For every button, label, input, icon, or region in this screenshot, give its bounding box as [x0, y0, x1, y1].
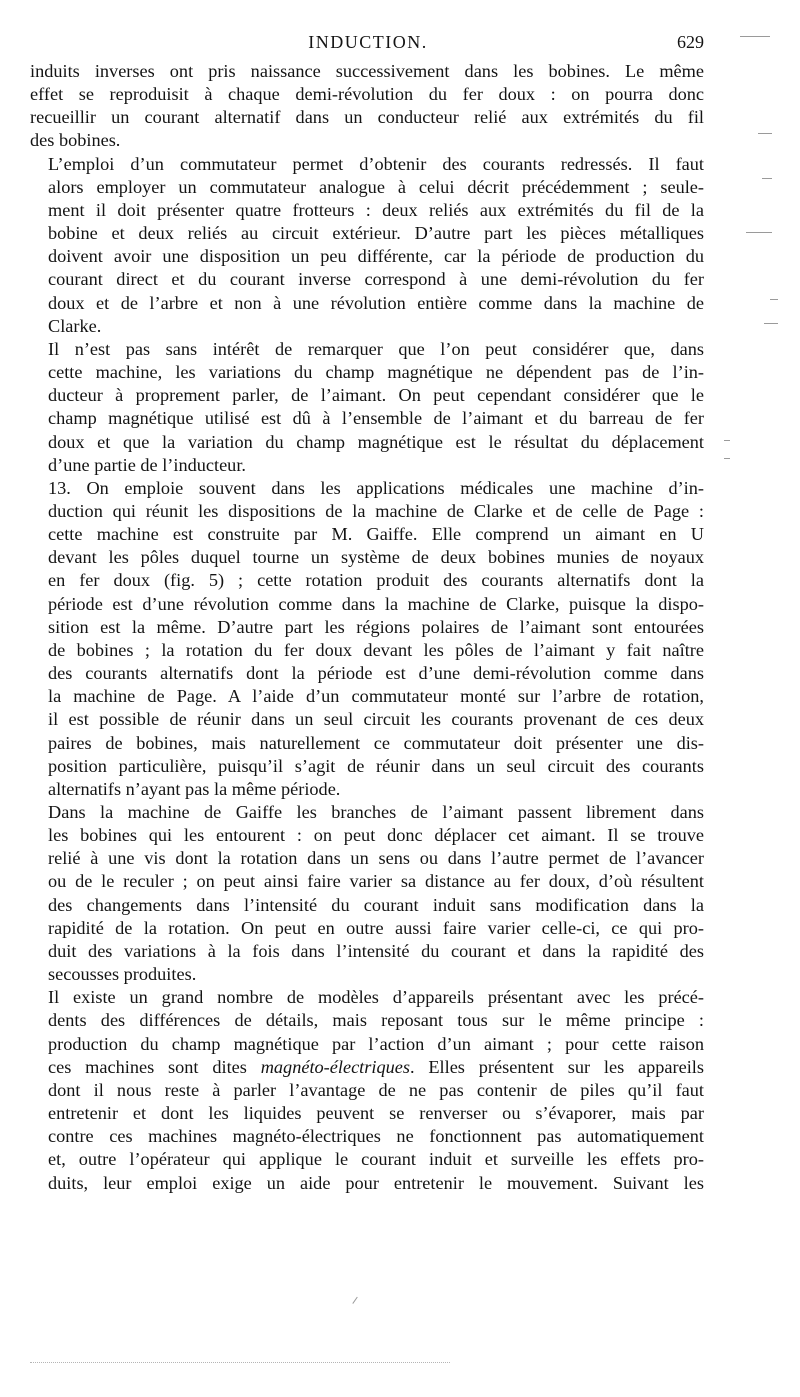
text-line: alors employer un commutateur analogue à celui décrit précédemment ; seule- — [48, 176, 704, 197]
text-line: recueillir un courant alternatif dans un conducteur relié aux extrémités du fil — [30, 107, 704, 128]
text-line: doux et de l’arbre et non à une révolution entière comme dans la machine de — [48, 292, 704, 313]
text-line: d’une partie de l’inducteur. — [48, 454, 246, 475]
text-line: Il n’est pas sans intérêt de remarquer que l’on peut considérer que, dans — [48, 338, 704, 359]
margin-mark — [740, 36, 770, 37]
text-line: courant direct et du courant inverse correspond à une demi-révolution du fer — [48, 269, 704, 290]
text-line: Dans la machine de Gaiffe les branches de l’aimant passent librement dans — [48, 802, 704, 822]
text-line: et, outre l’opérateur qui applique le courant induit et surveille les effets pro- — [48, 1149, 704, 1170]
text-line: rapidité de la rotation. On peut en outre aussi faire varier celle-ci, ce qui pro- — [48, 917, 704, 938]
text-line: il est possible de réunir dans un seul circuit les courants provenant de ces deux — [48, 709, 704, 730]
text-line: dont il nous reste à parler l’avantage de ne pas contenir de piles qu’il faut — [48, 1079, 704, 1100]
text-line: cette machine, les variations du champ magnétique ne dépendent pas de l’in- — [48, 362, 704, 383]
text-line: position particulière, puisqu’il s’agit de réunir dans un seul circuit des courants — [48, 755, 704, 776]
text-line: Clarke. — [48, 315, 102, 336]
text-line: ou de le reculer ; on peut ainsi faire varier sa distance au fer doux, d’où résultent — [48, 871, 704, 892]
stray-mark — [352, 1297, 362, 1308]
body-text — [30, 60, 704, 1195]
paragraph — [30, 986, 704, 1194]
text-line: des bobines. — [30, 130, 121, 151]
paragraph — [30, 153, 704, 338]
margin-mark — [746, 232, 772, 233]
margin-marks — [710, 0, 800, 1397]
running-head — [30, 30, 706, 54]
text-line: dents des différences de détails, mais reposant tous sur le même principe : — [48, 1010, 704, 1031]
paragraph — [30, 338, 704, 477]
text-line: champ magnétique utilisé est dû à l’ensemble de l’aimant et du barreau de fer — [48, 408, 704, 429]
text-line: L’emploi d’un commutateur permet d’obtenir des courants redressés. Il faut — [48, 153, 704, 174]
text-line: entretenir et dont les liquides peuvent se renverser ou s’évaporer, mais par — [48, 1103, 704, 1124]
margin-mark — [770, 299, 778, 300]
text-line: des changements dans l’intensité du courant induit sans modification dans la — [48, 894, 704, 915]
margin-mark — [762, 178, 772, 179]
text-line: relié à une vis dont la rotation dans un sens ou dans l’autre permet de l’avancer — [48, 848, 704, 869]
margin-mark — [758, 133, 772, 134]
text-line: ducteur à proprement parler, de l’aimant. On peut cependant considérer que le — [48, 385, 704, 406]
text-line: production du champ magnétique par l’action d’un aimant ; pour cette raison — [48, 1033, 704, 1054]
text-line: alternatifs n’ayant pas la même période. — [48, 778, 341, 799]
text-line: paires de bobines, mais naturellement ce commutateur doit présenter une dis- — [48, 732, 704, 753]
footer-rule — [30, 1362, 450, 1365]
text-line: les bobines qui les entourent : on peut donc déplacer cet aimant. Il se trouve — [48, 825, 704, 846]
text-line: doux et que la variation du champ magnétique est le résultat du déplacement — [48, 431, 704, 452]
page-number: 629 — [677, 32, 704, 52]
text-line: duits, leur emploi exige un aide pour entretenir le mouvement. Suivant les — [48, 1172, 704, 1193]
text-line: en fer doux (fig. 5) ; cette rotation produit des courants alternatifs dont la — [48, 570, 704, 591]
text-line: secousses produites. — [48, 964, 197, 985]
paragraph — [30, 60, 704, 153]
margin-mark — [724, 458, 730, 459]
text-line: période est d’une révolution comme dans la machine de Clarke, puisque la dispo- — [48, 593, 704, 614]
text-line: ces machines sont dites magnéto-électriques. Elles présentent sur les appareils — [48, 1056, 705, 1077]
text-line: des courants alternatifs dont la période est d’une demi-révolution comme dans — [48, 663, 704, 684]
text-line: sition est la même. D’autre part les régions polaires de l’aimant sont entourées — [48, 616, 704, 637]
text-line: devant les pôles duquel tourne un système de deux bobines munies de noyaux — [48, 547, 704, 568]
text-line: cette machine est construite par M. Gaiffe. Elle comprend un aimant en U — [48, 524, 704, 545]
text-line: induits inverses ont pris naissance successivement dans les bobines. Le même — [30, 61, 704, 81]
margin-mark — [724, 440, 730, 441]
text-line: bobine et deux reliés au circuit extérieur. D’autre part les pièces métalliques — [48, 223, 704, 244]
text-line: effet se reproduisit à chaque demi-révolution du fer doux : on pourra donc — [30, 84, 704, 105]
text-line: doivent avoir une disposition un peu différente, car la période de production du — [48, 246, 704, 267]
text-line: duit des variations à la fois dans l’intensité du courant et dans la rapidité des — [48, 940, 704, 961]
paragraph — [30, 477, 704, 801]
paragraph — [30, 801, 704, 986]
text-line: la machine de Page. A l’aide d’un commutateur monté sur l’arbre de rotation, — [48, 686, 704, 707]
running-title: INDUCTION. — [308, 32, 428, 52]
text-line: de bobines ; la rotation du fer doux devant les pôles de l’aimant y fait naître — [48, 639, 704, 660]
margin-mark — [764, 323, 778, 324]
text-line: contre ces machines magnéto-électriques ne fonctionnent pas automatiquement — [48, 1126, 704, 1147]
text-line: duction qui réunit les dispositions de la machine de Clarke et de celle de Page : — [48, 500, 704, 521]
text-line: ment il doit présenter quatre frotteurs : deux reliés aux extrémités du fil de la — [48, 199, 704, 220]
italic-term: magnéto-électriques — [260, 1056, 410, 1077]
text-line: Il existe un grand nombre de modèles d’appareils présentant avec les précé- — [48, 987, 704, 1008]
text-line: 13. On emploie souvent dans les applications médicales une machine d’in- — [48, 477, 704, 498]
